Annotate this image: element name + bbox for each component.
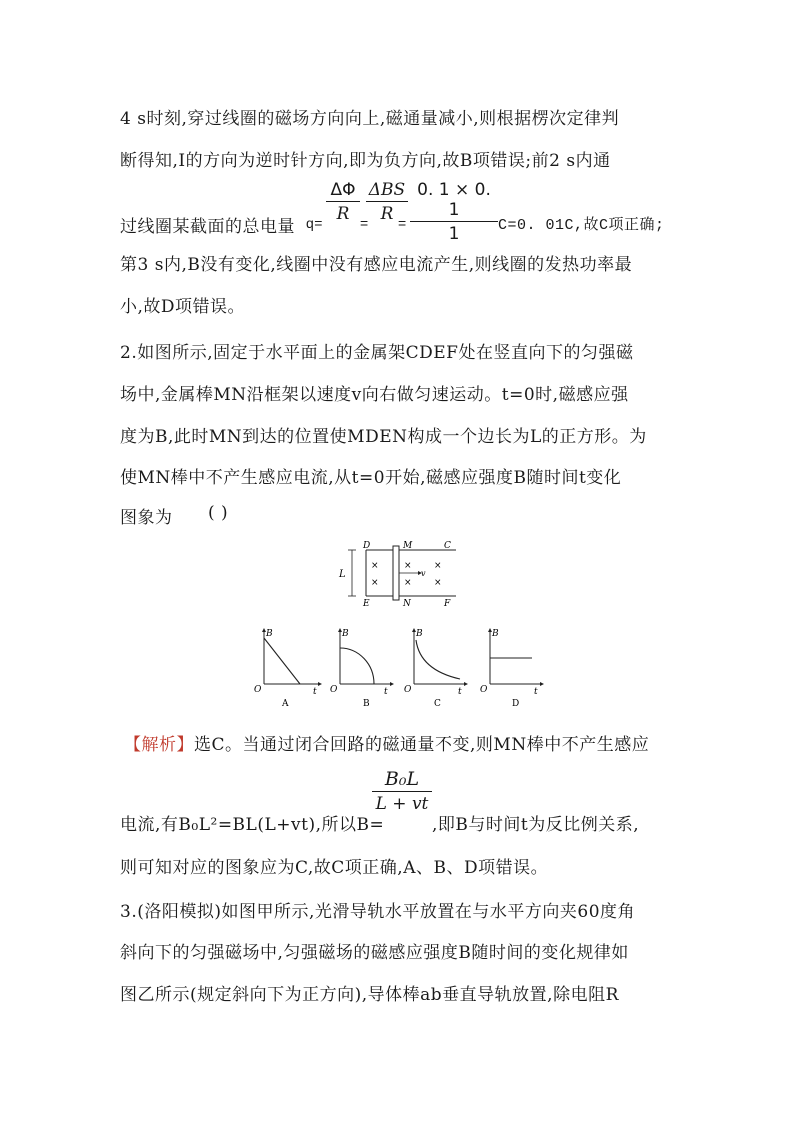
equals-sign: =	[360, 215, 369, 231]
label-n: N	[403, 599, 411, 608]
svg-text:O: O	[404, 685, 412, 695]
label-e: E	[363, 599, 370, 608]
field-mark: ×	[404, 578, 412, 588]
option-label: D	[512, 699, 520, 709]
fraction-denominator: L + vt	[375, 794, 429, 814]
svg-text:O: O	[254, 685, 262, 695]
fraction-numerator: ΔBS	[368, 180, 406, 200]
field-mark: ×	[434, 561, 442, 571]
field-mark: ×	[404, 561, 412, 571]
fraction-numerator: 0. 1 × 0. 1	[417, 180, 491, 220]
field-mark: ×	[434, 578, 442, 588]
label-l: L	[339, 569, 346, 580]
svg-text:t: t	[458, 687, 462, 697]
analysis-line: 电流,有B₀L²=BL(L+vt),所以B=	[120, 815, 385, 835]
text-line: 过线圈某截面的总电量	[120, 217, 295, 237]
question-line: 度为B,此时MN到达的位置使MDEN构成一个边长为L的正方形。为	[120, 427, 647, 447]
svg-text:B: B	[266, 629, 273, 639]
graph-b	[330, 628, 394, 709]
svg-text:O: O	[330, 685, 338, 695]
equals-sign: =	[398, 215, 407, 231]
label-v: v	[421, 569, 426, 578]
svg-text:B: B	[492, 629, 499, 639]
label-m: M	[403, 541, 413, 551]
analysis-tag: 【解析】	[124, 735, 194, 755]
question-line: 图象为	[120, 508, 173, 528]
question-line: 斜向下的匀强磁场中,匀强磁场的磁感应强度B随时间的变化规律如	[120, 943, 629, 963]
svg-text:B: B	[416, 629, 423, 639]
field-mark: ×	[371, 561, 379, 571]
option-graphs	[250, 624, 550, 710]
question-line: 使MN棒中不产生感应电流,从t=0开始,磁感应强度B随时间t变化	[120, 468, 622, 488]
option-label: A	[282, 699, 289, 709]
analysis-line: ,即B与时间t为反比例关系,	[432, 815, 640, 835]
svg-text:B: B	[342, 629, 349, 639]
label-c: C	[444, 541, 451, 551]
fraction-numerator: ΔΦ	[330, 180, 356, 200]
answer-blank: ( )	[208, 503, 229, 523]
analysis-line	[124, 730, 649, 755]
fraction-numeric	[410, 180, 498, 244]
fraction-numerator: B₀L	[384, 768, 420, 790]
charge-symbol: q=	[306, 215, 323, 231]
question-line: 图乙所示(规定斜向下为正方向),导体棒ab垂直导轨放置,除电阻R	[120, 985, 619, 1005]
analysis-text: 选C。当通过闭合回路的磁通量不变,则MN棒中不产生感应	[194, 735, 650, 755]
text-line: 小,故D项错误。	[120, 297, 246, 317]
text-line: C=0. 01C,故C项正确;	[498, 217, 665, 234]
graph-c	[404, 628, 468, 709]
svg-text:t: t	[313, 687, 317, 697]
text-line: 第3 s内,B没有变化,线圈中没有感应电流产生,则线圈的发热功率最	[120, 255, 633, 275]
graph-a	[254, 628, 322, 709]
fraction-denominator: 1	[448, 224, 460, 244]
question-line: 3.(洛阳模拟)如图甲所示,光滑导轨水平放置在与水平方向夹60度角	[120, 902, 636, 922]
question-line: 2.如图所示,固定于水平面上的金属架CDEF处在竖直向下的匀强磁	[120, 343, 634, 363]
svg-text:t: t	[384, 687, 388, 697]
label-d: D	[363, 541, 371, 551]
svg-text:t: t	[534, 687, 538, 697]
text-line: 4 s时刻,穿过线圈的磁场方向向上,磁通量减小,则根据楞次定律判	[120, 109, 620, 129]
label-f: F	[444, 599, 451, 608]
fraction-denominator: R	[380, 204, 394, 224]
fraction-denominator: R	[336, 204, 350, 224]
fraction-flux	[326, 180, 360, 224]
field-mark: ×	[371, 578, 379, 588]
graph-d	[480, 628, 544, 709]
option-label: B	[363, 699, 370, 709]
option-label: C	[434, 699, 441, 709]
text-line: 断得知,I的方向为逆时针方向,即为负方向,故B项错误;前2 s内通	[120, 151, 611, 171]
analysis-line: 则可知对应的图象应为C,故C项正确,A、B、D项错误。	[120, 858, 549, 878]
fraction-b	[372, 768, 432, 814]
frame-diagram	[330, 538, 470, 608]
svg-text:O: O	[480, 685, 488, 695]
question-line: 场中,金属棒MN沿框架以速度v向右做匀速运动。t=0时,磁感应强	[120, 385, 629, 405]
